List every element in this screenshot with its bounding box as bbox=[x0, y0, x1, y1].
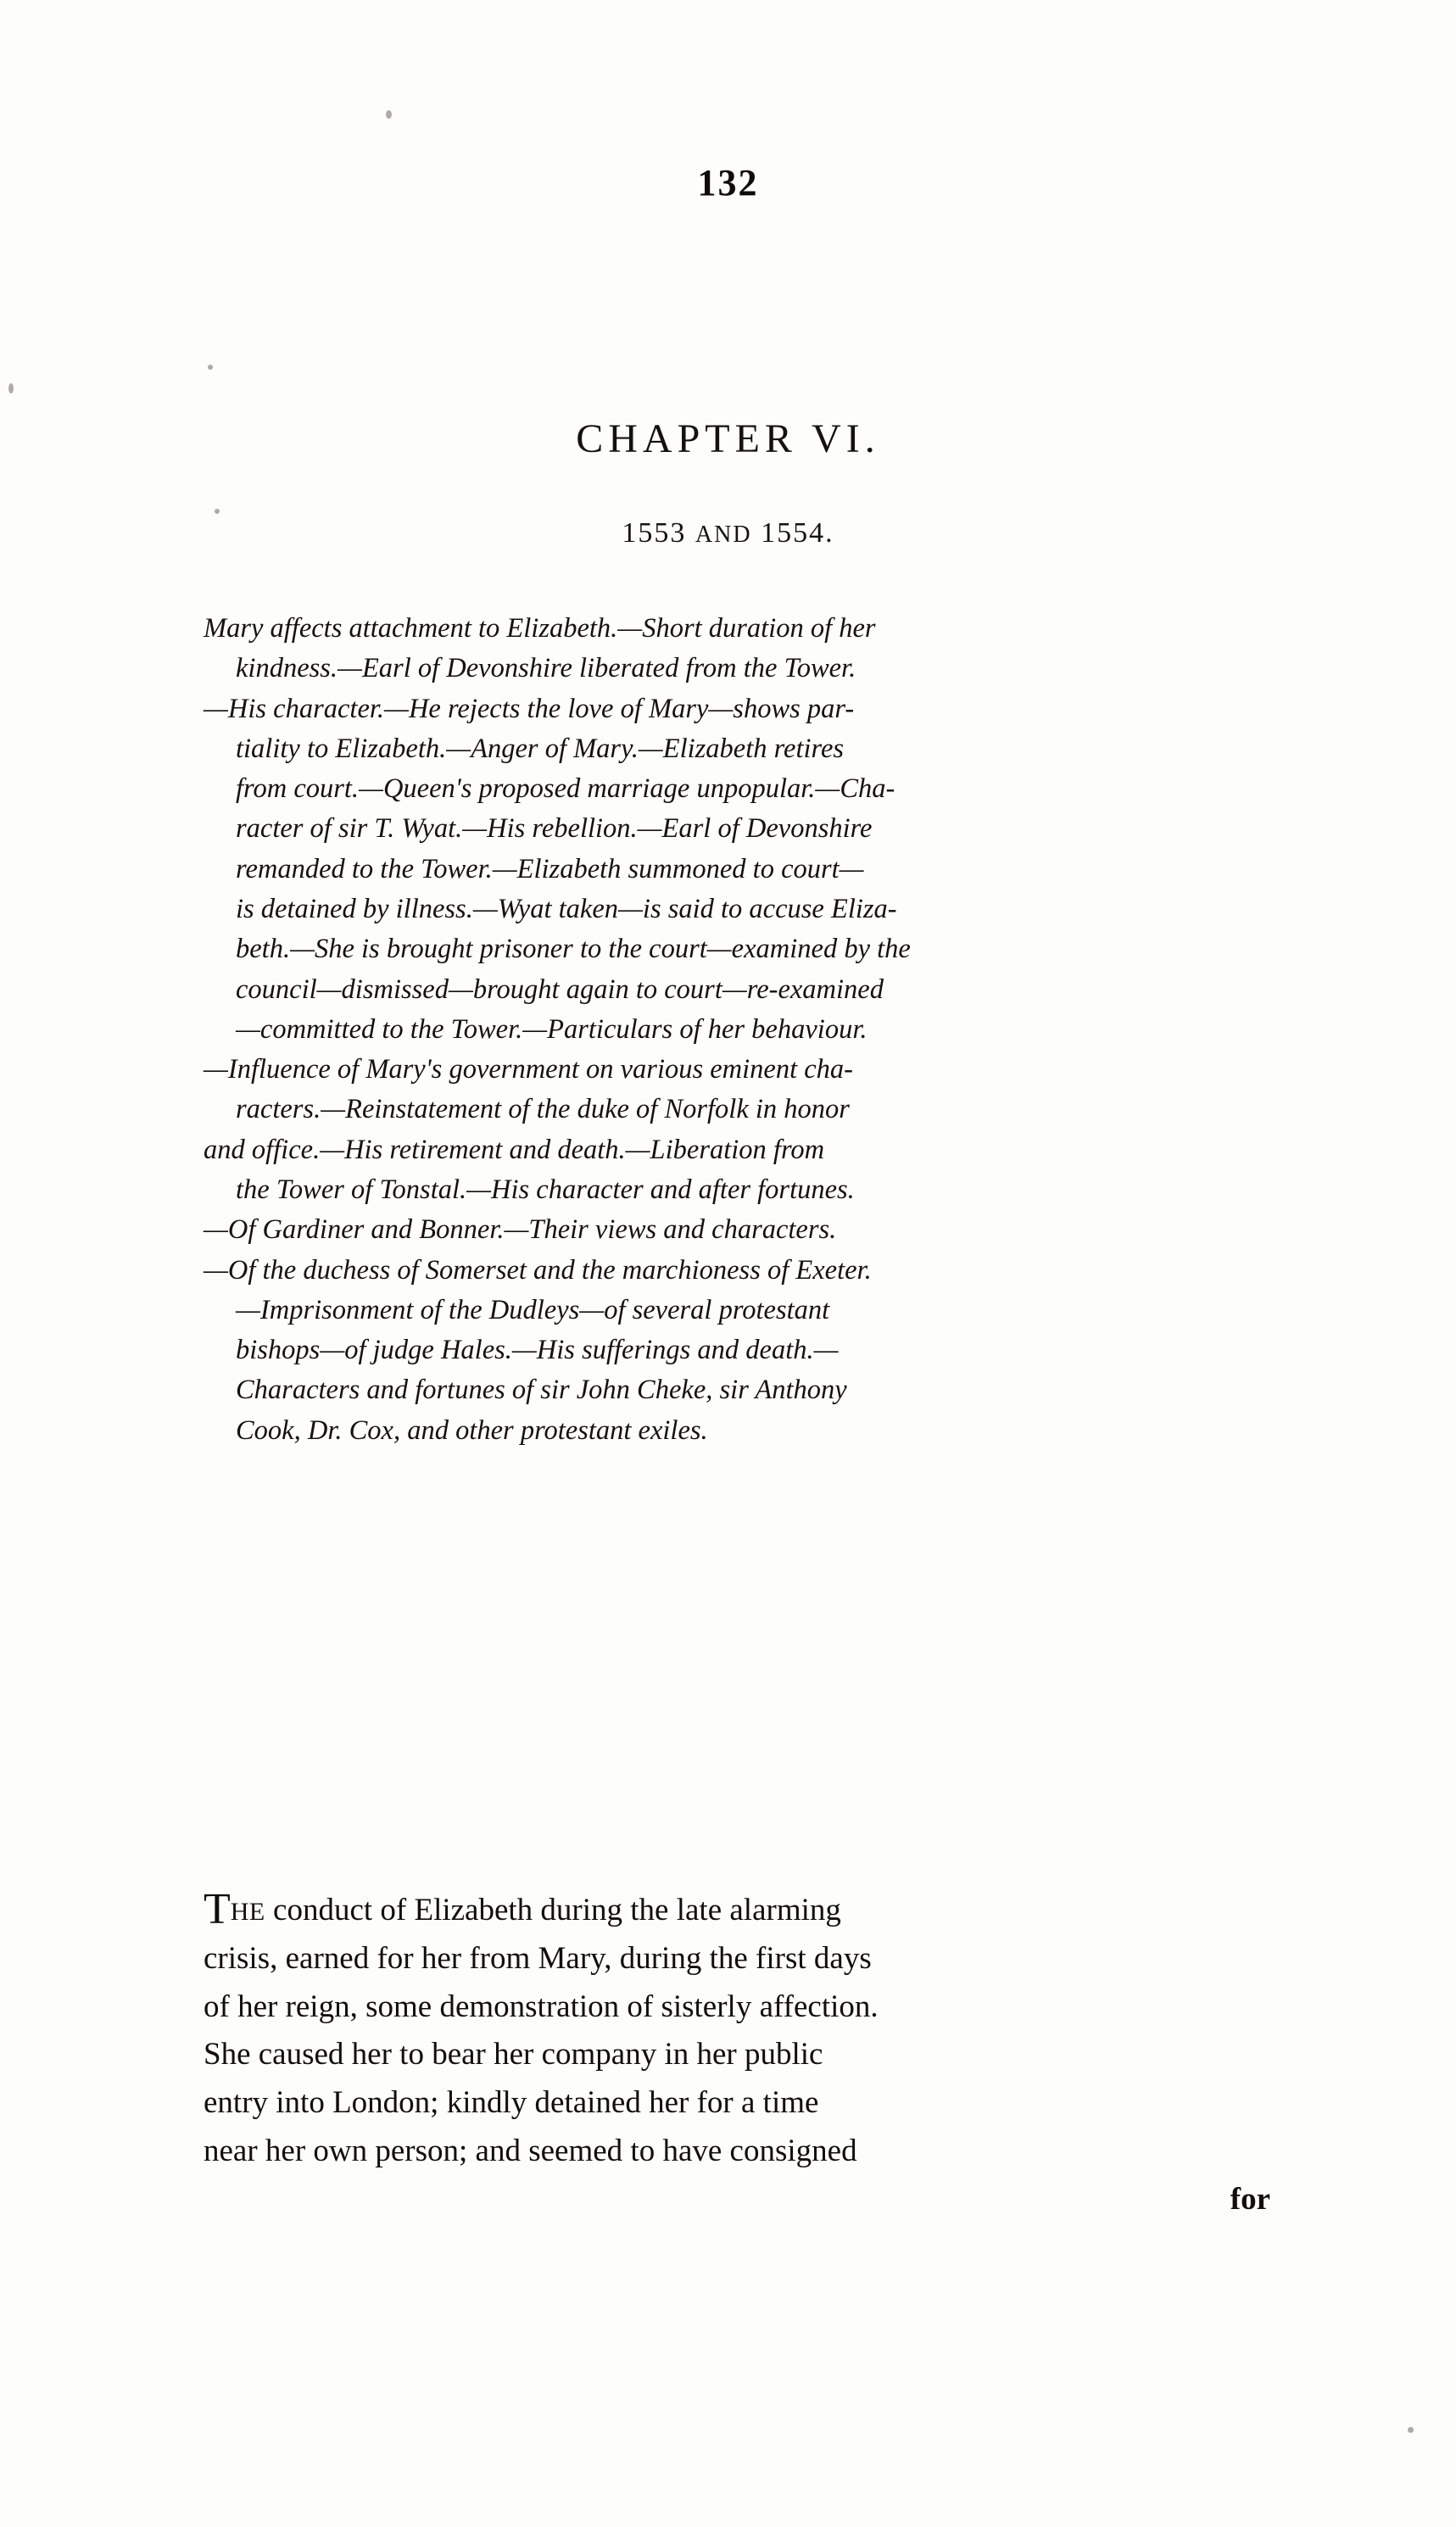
synopsis-line: —Influence of Mary's government on various eminent cha- bbox=[204, 1054, 854, 1085]
body-line-text: crisis, earned for her from Mary, during the first days bbox=[204, 1940, 872, 1976]
synopsis-line: —His character.—He rejects the love of Mary—shows par- bbox=[204, 693, 855, 724]
body-text bbox=[204, 1887, 1270, 2223]
page-number: 132 bbox=[697, 162, 759, 204]
synopsis-line: Mary affects attachment to Elizabeth.—Short duration of her bbox=[204, 613, 876, 644]
synopsis-line: racters.—Reinstatement of the duke of Norfolk in honor bbox=[236, 1094, 850, 1125]
scan-speck bbox=[8, 383, 14, 393]
chapter-year-start: 1553 bbox=[622, 517, 687, 549]
synopsis-line: is detained by illness.—Wyat taken—is said to accuse Eliza- bbox=[236, 893, 897, 924]
body-line bbox=[204, 2031, 1270, 2079]
chapter-year-end: 1554. bbox=[761, 517, 834, 549]
body-line bbox=[204, 1983, 1270, 2032]
synopsis-line: from court.—Queen's proposed marriage unpopular.—Cha- bbox=[236, 773, 895, 805]
synopsis-line: —committed to the Tower.—Particulars of her behaviour. bbox=[236, 1013, 867, 1045]
chapter-synopsis bbox=[204, 609, 1268, 1451]
synopsis-line: racter of sir T. Wyat.—His rebellion.—Earl of Devonshire bbox=[236, 813, 873, 845]
scan-speck bbox=[386, 110, 392, 119]
synopsis-line: —Of the duchess of Somerset and the marchioness of Exeter. bbox=[204, 1254, 872, 1286]
body-line-text: near her own person; and seemed to have consigned bbox=[204, 2133, 857, 2168]
body-line bbox=[204, 2079, 1270, 2128]
synopsis-line: tiality to Elizabeth.—Anger of Mary.—Elizabeth retires bbox=[236, 733, 845, 764]
body-line-text: of her reign, some demonstration of sisterly affection. bbox=[204, 1989, 879, 2024]
synopsis-line: remanded to the Tower.—Elizabeth summoned to court— bbox=[236, 853, 864, 884]
synopsis-line: beth.—She is brought prisoner to the court—examined by the bbox=[236, 934, 911, 965]
synopsis-line: bishops—of judge Hales.—His sufferings and death.— bbox=[236, 1335, 839, 1366]
body-line-text: entry into London; kindly detained her for a time bbox=[204, 2085, 819, 2121]
body-line-text: conduct of Elizabeth during the late alarming bbox=[265, 1893, 841, 1927]
chapter-years bbox=[0, 517, 1456, 549]
synopsis-line: —Imprisonment of the Dudleys—of several protestant bbox=[236, 1294, 830, 1325]
synopsis-line: and office.—His retirement and death.—Liberation from bbox=[204, 1134, 825, 1165]
body-line-text: She caused her to bear her company in her public bbox=[204, 2037, 823, 2072]
catchword: for bbox=[1230, 2181, 1270, 2217]
scan-speck bbox=[208, 365, 213, 370]
body-line bbox=[204, 1887, 1270, 1935]
body-first-line bbox=[204, 1887, 841, 1935]
body-line bbox=[204, 1935, 1270, 1983]
body-smallcaps: HE bbox=[230, 1898, 265, 1926]
chapter-title: CHAPTER VI. bbox=[576, 416, 880, 461]
scan-speck bbox=[1408, 2427, 1414, 2433]
drop-cap: T bbox=[204, 1885, 231, 1933]
scan-speck bbox=[215, 509, 220, 514]
synopsis-line: kindness.—Earl of Devonshire liberated from the Tower. bbox=[236, 653, 856, 684]
synopsis-line: —Of Gardiner and Bonner.—Their views and characters. bbox=[204, 1214, 837, 1246]
body-line bbox=[204, 2128, 1270, 2176]
synopsis-line: the Tower of Tonstal.—His character and after fortunes. bbox=[236, 1174, 855, 1205]
synopsis-line: Cook, Dr. Cox, and other protestant exiles. bbox=[236, 1414, 708, 1446]
chapter-year-conjunction: AND bbox=[695, 522, 752, 548]
synopsis-line: Characters and fortunes of sir John Cheke, sir Anthony bbox=[236, 1375, 847, 1406]
synopsis-line: council—dismissed—brought again to court—re-examined bbox=[236, 973, 884, 1005]
